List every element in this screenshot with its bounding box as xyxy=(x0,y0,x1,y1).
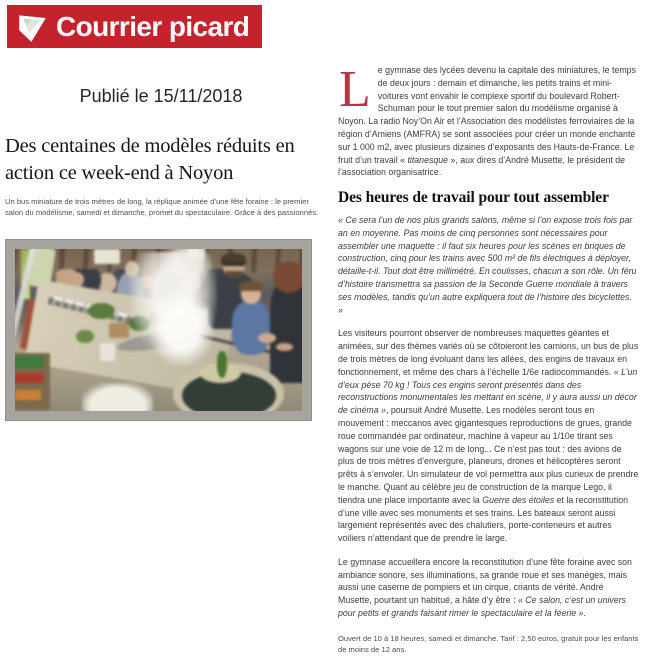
article-standfirst: Un bus miniature de trois mètres de long, la réplique animée d’une fête foraine : le premier salon du modélisme, samedi et dimanche, promet du spectaculaire. Grâce à des passionnés. xyxy=(5,196,319,217)
italic-run: « Ce salon, c’est un univers pour petits et grands faisant rimer le spectaculaire et la féerie » xyxy=(338,595,627,619)
photo-miniature-building xyxy=(100,343,115,361)
text-run: . xyxy=(583,608,586,619)
masthead-logo[interactable] xyxy=(7,5,262,48)
italic-run: titanesque xyxy=(407,154,449,165)
photo-child xyxy=(232,301,270,355)
text-run: e gymnase des lycées devenu la capitale des miniatures, le temps de deux jours : demain et dimanche, les petits trains et mini-voitures vont envahir le complexe sportif du boulevard Robert-Schuman pour le tout premier salon du modélisme organisé à Noyon. La radio Noy’On Air et l’Association des modélistes ferroviaires de la région d’Amiens (AMFRA) se sont associées pour créer un monde enchanté sur 1 000 m2, avec plusieurs dizaines d’exposants des Hauts-de-France. Le fruit d’un travail « xyxy=(338,65,636,165)
body-paragraph xyxy=(338,556,639,620)
photo-glasses xyxy=(224,263,244,266)
body-paragraph xyxy=(338,327,639,545)
photo-smoke xyxy=(150,289,214,366)
photo-model-item xyxy=(15,373,44,383)
drop-cap: L xyxy=(339,61,371,118)
article-photo xyxy=(5,239,312,421)
photo-child-hair xyxy=(239,281,262,291)
text-run: », aux dires d’André Musette, le président de l’association organisatrice. xyxy=(338,154,626,178)
article-headline: Des centaines de modèles réduits en action ce week-end à Noyon xyxy=(5,134,295,184)
italic-run: Guerre des étoiles xyxy=(482,494,555,505)
photo-smoke xyxy=(164,249,211,290)
body-paragraph xyxy=(338,214,639,316)
photo-window xyxy=(94,249,120,264)
article-body xyxy=(338,61,639,655)
publish-date: Publié le 15/11/2018 xyxy=(79,85,243,106)
crosshead: Des heures de travail pour tout assembler xyxy=(338,189,609,207)
italic-run: « Ce sera l’un de nos plus grands salons, même si l’on expose trois fois par an en moyenne. Pas moins de cinq personnes sont nécessaires pour assembler une maquette : il faut six heures pour les scènes en briques de construction, cinq pour les trains avec 500 m² de fils électriques à déployer, détaille-t-il. Tout doit être millimétré. En coulisses, chacun a son rôle. Un féru d’histoire transmettra sa passion de la Seconde Guerre mondiale à travers ses modèles, tandis qu’un autre expliquera tout de l’histoire des bicyclettes. » xyxy=(338,214,637,315)
italic-run: « L’un d’eux pèse 70 kg ! Tous ces engins seront présentés dans des reconstructions monumentales les mettant en scène, il y aura aussi un décor de cinéma » xyxy=(338,366,638,416)
photo-model-item xyxy=(15,356,44,368)
pennant-flag-icon xyxy=(16,10,50,44)
masthead-title: Courrier picard xyxy=(56,11,250,42)
text-run: , poursuit André Musette. Les modèles seront tous en mouvement : meccanos avec gigantesques reproductions de grues, grande roue commandée par ordinateur, machine à vapeur au 1/10e tirant ses wagons sur une voie de 12 m de long... Ce n’est pas tout : des avions de plus de trois mètres d’envergure, planeurs, drones et hélicoptères seront prêts à s’envoler. Un simulateur de vol permettra aux plus curieux de prendre le manche. Quant au célèbre jeu de construction de la marque Lego, il tiendra une place importante avec la xyxy=(338,405,639,505)
text-run: et la reconstitution d’une ville avec ses monuments et ses trains. Les bateaux seront aussi largement représentés avec des chalutiers, porte-conteneurs et autres voiliers n’attendant que de prendre le large. xyxy=(338,494,628,544)
text-run: Le gymnase accueillera encore la reconstitution d’une fête foraine avec son ambiance sonore, ses illuminations, sa grande roue et ses manèges, mais aussi une caserne de pompiers et un cirque, criants de vérité. André Musette, pourtant un habitué, a hâte d’y être : xyxy=(338,556,632,606)
photo-foreground-smoke xyxy=(82,383,152,410)
photo-hand xyxy=(258,333,276,343)
text-run: Les visiteurs pourront observer de nombreuses maquettes géantes et animées, sur des thèmes variés où se côtoieront les camions, un bus de plus de trois mètres de long évoluant dans les allées, des engins de travaux en fonctionnement, et même des chars à l’échelle 1/6e radiocommandés. xyxy=(338,328,639,377)
photo-woman-hair xyxy=(273,261,302,293)
photo-blur-layer xyxy=(15,249,302,411)
photo-model-item xyxy=(15,390,41,400)
practical-info xyxy=(338,633,639,655)
photo-illustration xyxy=(15,249,302,411)
photo-greenery xyxy=(88,303,114,320)
body-paragraph xyxy=(338,61,639,179)
photo-miniature-building xyxy=(109,323,130,338)
photo-woman xyxy=(270,282,302,383)
photo-greenery xyxy=(76,330,94,343)
right-column xyxy=(322,0,650,663)
left-column xyxy=(0,0,322,663)
text-run: Ouvert de 10 à 18 heures, samedi et dimanche. Tarif : 2,50 euros, gratuit pour les enfants de moins de 12 ans. xyxy=(338,633,639,654)
